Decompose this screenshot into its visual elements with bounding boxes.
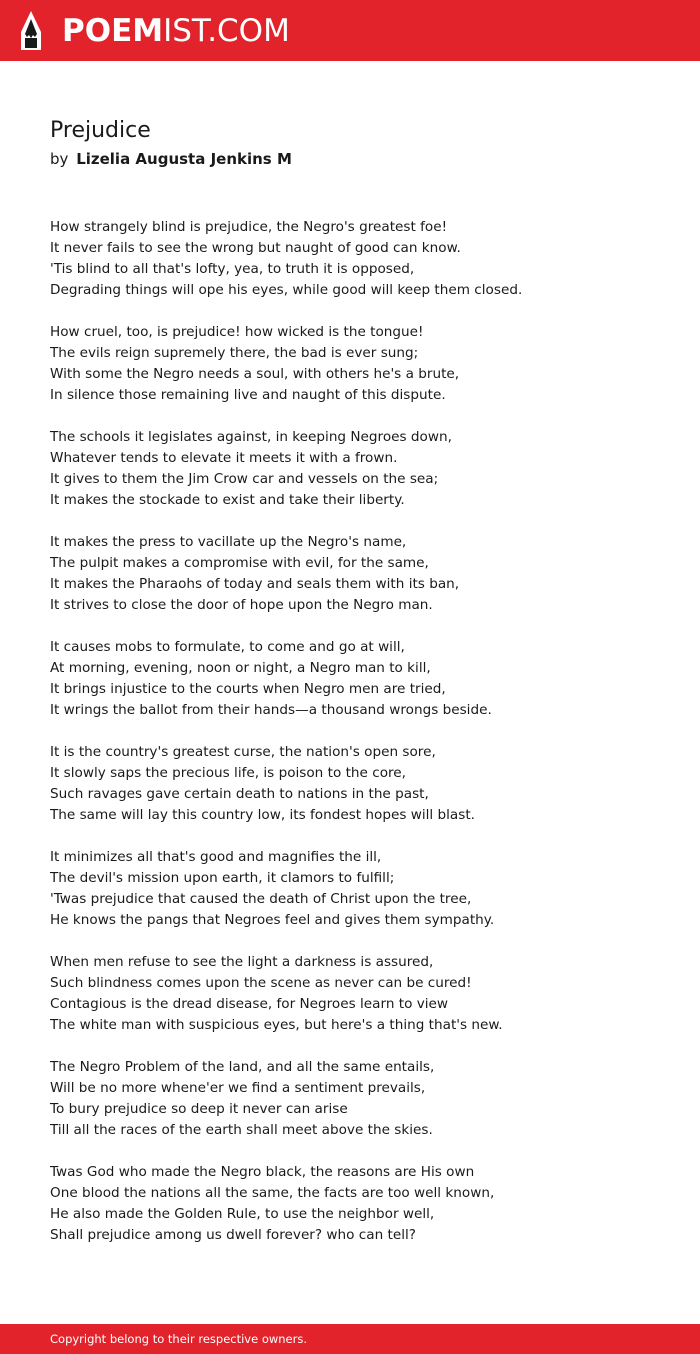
poem-stanza xyxy=(50,1162,660,1246)
poem-line: He knows the pangs that Negroes feel and gives them sympathy. xyxy=(50,912,495,928)
poem-line: The devil's mission upon earth, it clamors to fulfill; xyxy=(50,870,395,886)
poem-stanza xyxy=(50,322,660,406)
poem-stanza xyxy=(50,532,660,616)
poem-line: Till all the races of the earth shall meet above the skies. xyxy=(50,1122,433,1138)
poem-line: Contagious is the dread disease, for Negroes learn to view xyxy=(50,996,449,1012)
poem-stanza xyxy=(50,637,660,721)
poem-line: It makes the Pharaohs of today and seals them with its ban, xyxy=(50,576,460,592)
site-footer xyxy=(0,1324,700,1354)
poem-line: Twas God who made the Negro black, the reasons are His own xyxy=(50,1164,475,1180)
poem-line: It slowly saps the precious life, is poison to the core, xyxy=(50,765,406,781)
poem-stanza xyxy=(50,217,660,301)
poem-stanza xyxy=(50,1057,660,1141)
poem-line: Such ravages gave certain death to nations in the past, xyxy=(50,786,429,802)
poem-line: It minimizes all that's good and magnifies the ill, xyxy=(50,849,382,865)
poem-line: It makes the stockade to exist and take their liberty. xyxy=(50,492,405,508)
site-logo[interactable] xyxy=(62,10,290,52)
poem-content xyxy=(50,116,660,1267)
poem-line: It causes mobs to formulate, to come and go at will, xyxy=(50,639,405,655)
poem-line: Shall prejudice among us dwell forever? who can tell? xyxy=(50,1227,417,1243)
poem-title: Prejudice xyxy=(50,118,151,143)
poem-line: In silence those remaining live and naught of this dispute. xyxy=(50,387,446,403)
poem-stanza xyxy=(50,952,660,1036)
poem-line: The evils reign supremely there, the bad is ever sung; xyxy=(50,345,419,361)
poem-line: It wrings the ballot from their hands—a thousand wrongs beside. xyxy=(50,702,492,718)
site-header xyxy=(0,0,700,61)
byline xyxy=(50,148,660,170)
pen-nib-logo-icon[interactable] xyxy=(18,10,44,52)
poem-body xyxy=(50,217,660,1246)
poem-line: He also made the Golden Rule, to use the neighbor well, xyxy=(50,1206,435,1222)
copyright-notice: Copyright belong to their respective owners. xyxy=(50,1332,308,1346)
poem-line: One blood the nations all the same, the facts are too well known, xyxy=(50,1185,495,1201)
poem-line: Such blindness comes upon the scene as never can be cured! xyxy=(50,975,472,991)
poem-line: At morning, evening, noon or night, a Negro man to kill, xyxy=(50,660,431,676)
poem-line: Will be no more whene'er we find a sentiment prevails, xyxy=(50,1080,426,1096)
poem-line: It strives to close the door of hope upon the Negro man. xyxy=(50,597,433,613)
poem-line: It brings injustice to the courts when Negro men are tried, xyxy=(50,681,446,697)
poem-line: It makes the press to vacillate up the Negro's name, xyxy=(50,534,407,550)
poem-line: To bury prejudice so deep it never can arise xyxy=(50,1101,348,1117)
poem-line: 'Tis blind to all that's lofty, yea, to truth it is opposed, xyxy=(50,261,415,277)
poem-line: Degrading things will ope his eyes, while good will keep them closed. xyxy=(50,282,523,298)
poem-stanza xyxy=(50,427,660,511)
poem-line: The Negro Problem of the land, and all the same entails, xyxy=(50,1059,435,1075)
poem-line: The white man with suspicious eyes, but here's a thing that's new. xyxy=(50,1017,503,1033)
logo-text-bold: POEM xyxy=(62,13,164,49)
poem-line: The same will lay this country low, its fondest hopes will blast. xyxy=(50,807,475,823)
poem-line: How strangely blind is prejudice, the Negro's greatest foe! xyxy=(50,219,448,235)
poem-line: It gives to them the Jim Crow car and vessels on the sea; xyxy=(50,471,439,487)
poem-line: 'Twas prejudice that caused the death of Christ upon the tree, xyxy=(50,891,472,907)
poem-stanza xyxy=(50,847,660,931)
poem-line: When men refuse to see the light a darkness is assured, xyxy=(50,954,434,970)
poem-line: How cruel, too, is prejudice! how wicked is the tongue! xyxy=(50,324,424,340)
author-name: Lizelia Augusta Jenkins M xyxy=(76,150,292,168)
poem-stanza xyxy=(50,742,660,826)
poem-line: With some the Negro needs a soul, with others he's a brute, xyxy=(50,366,460,382)
poem-line: It is the country's greatest curse, the nation's open sore, xyxy=(50,744,436,760)
poem-line: The schools it legislates against, in keeping Negroes down, xyxy=(50,429,452,445)
poem-line: The pulpit makes a compromise with evil, for the same, xyxy=(50,555,429,571)
poem-line: Whatever tends to elevate it meets it with a frown. xyxy=(50,450,398,466)
by-label: by xyxy=(50,150,69,168)
poem-line: It never fails to see the wrong but naught of good can know. xyxy=(50,240,461,256)
logo-text-light: IST.COM xyxy=(163,13,290,49)
